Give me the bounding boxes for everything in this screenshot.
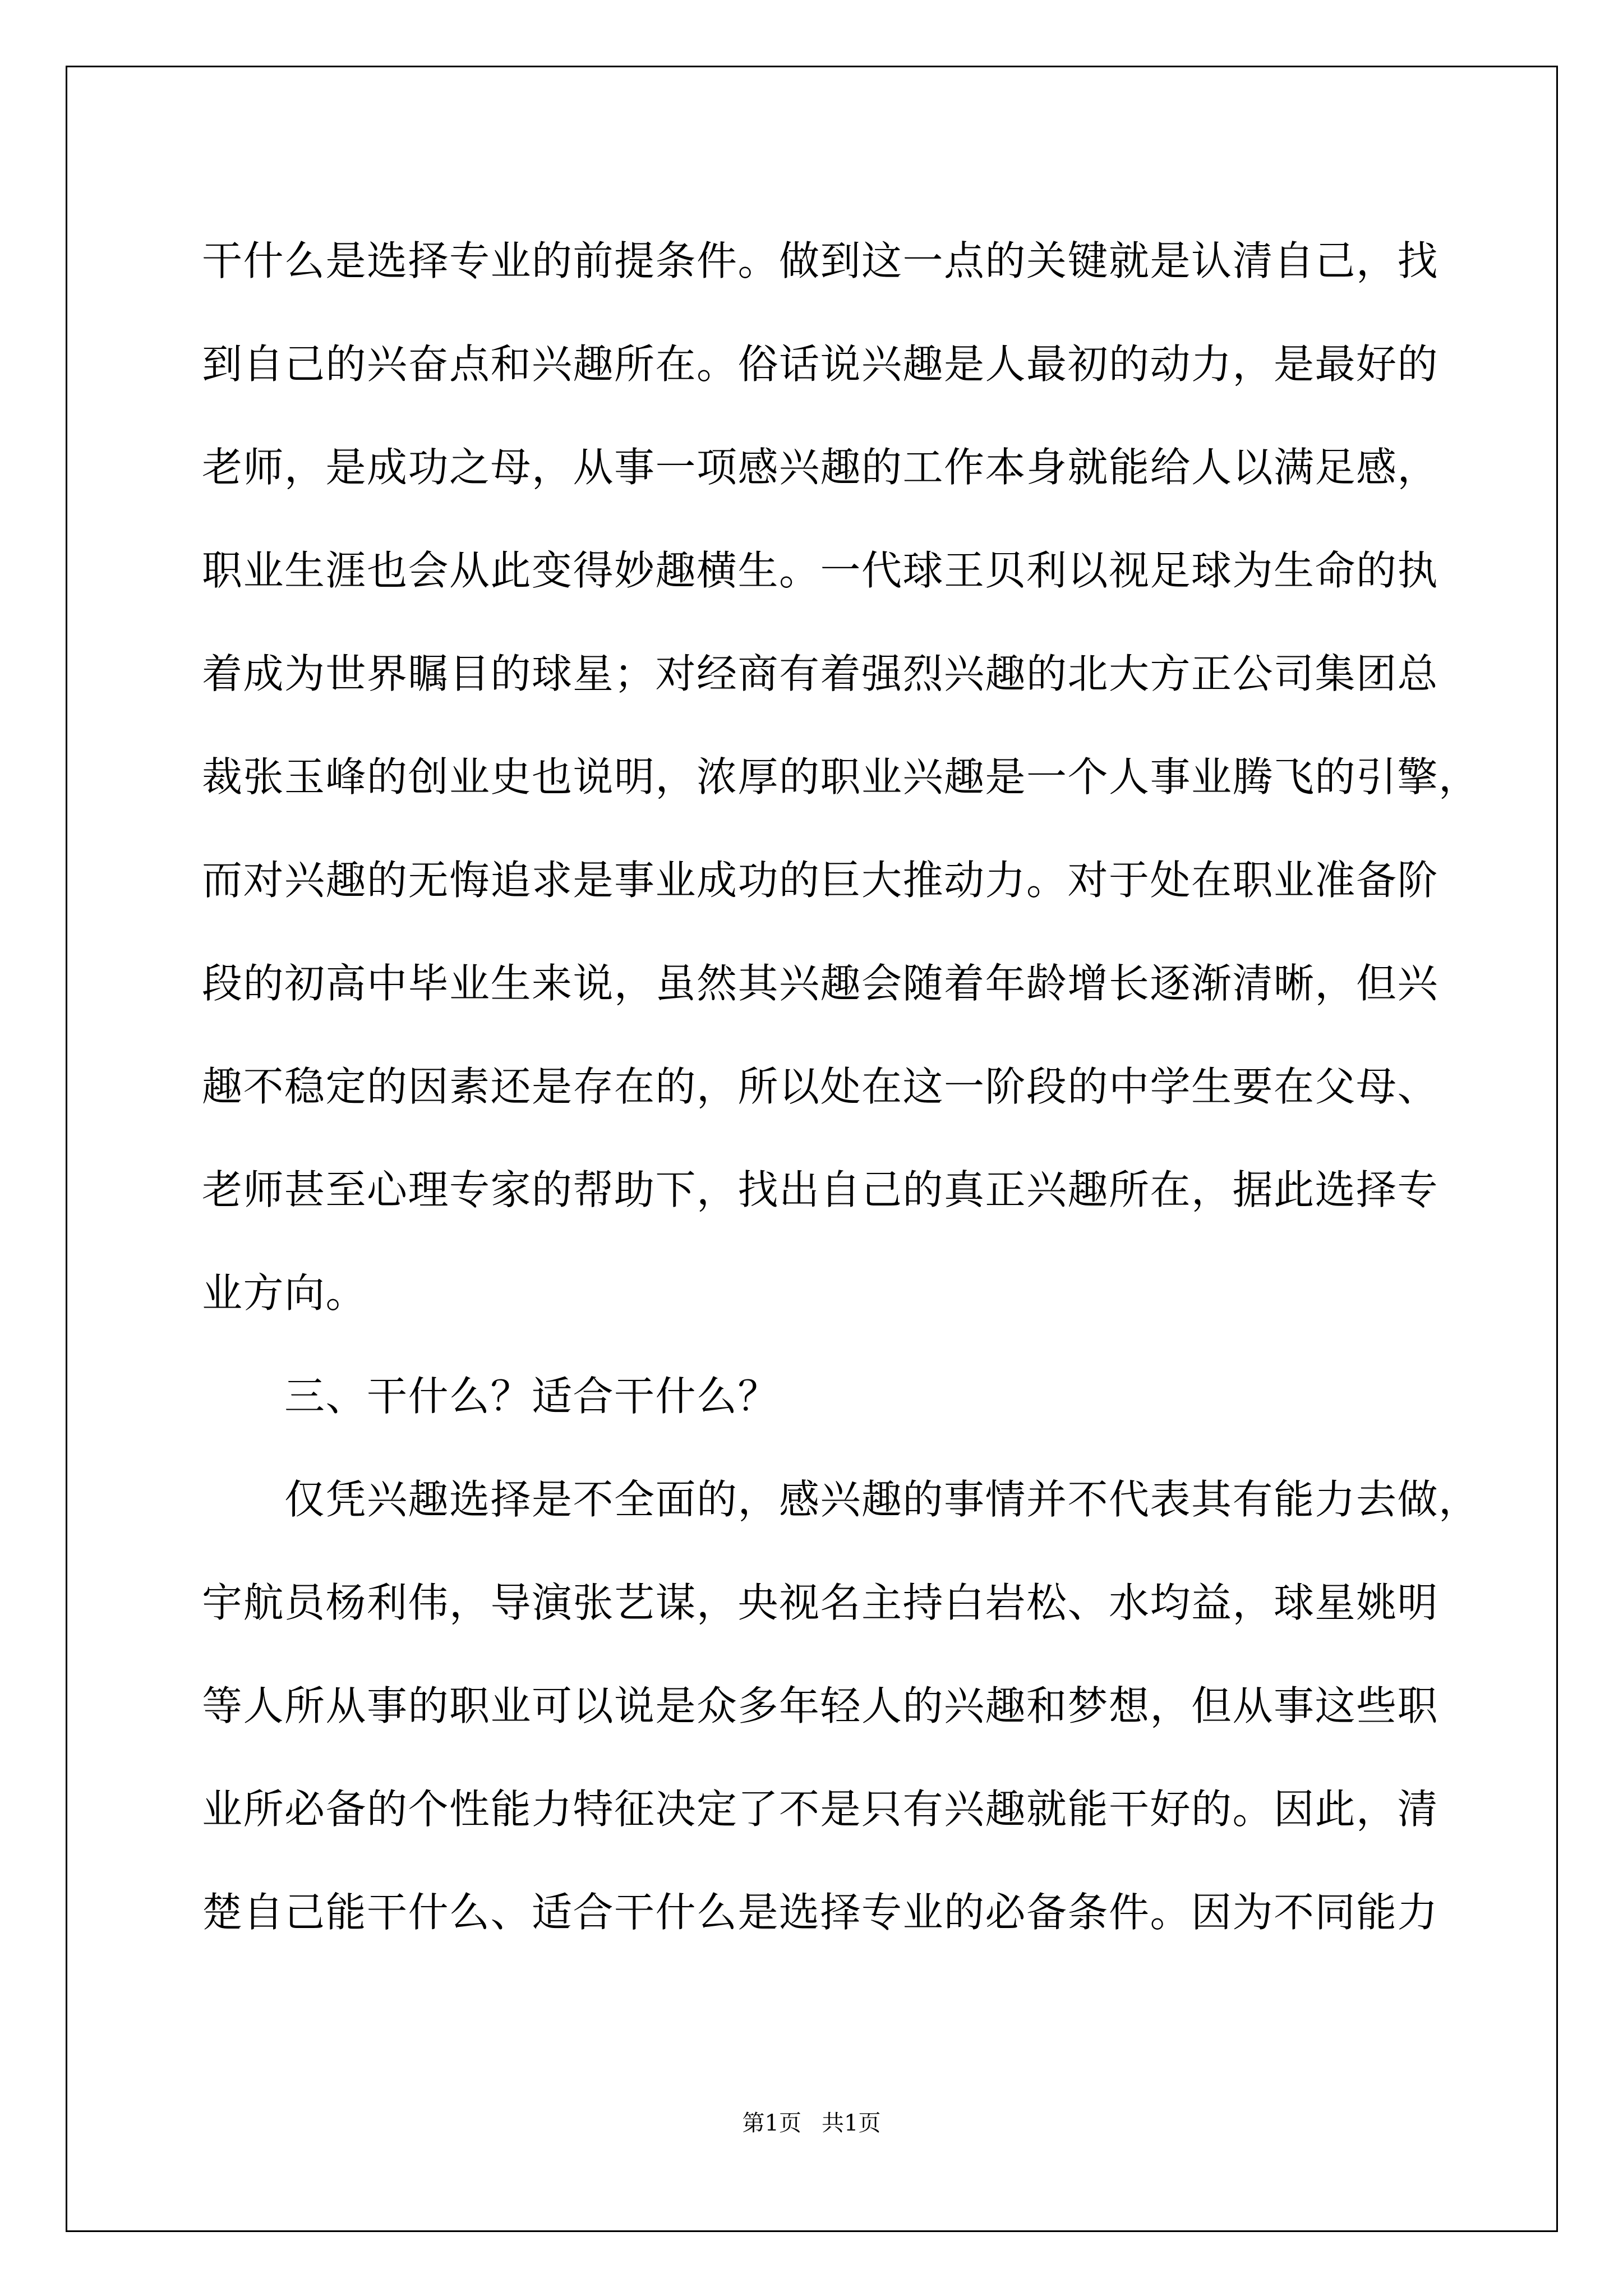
- text-line: 业方向。: [202, 1269, 367, 1317]
- page-footer: [0, 2105, 1623, 2137]
- text-line: 裁张玉峰的创业史也说明，浓厚的职业兴趣是一个人事业腾飞的引擎，: [202, 753, 1480, 800]
- text-line: 段的初高中毕业生来说，虽然其兴趣会随着年龄增长逐渐清晰，但兴: [202, 960, 1439, 1007]
- text-line: 职业生涯也会从此变得妙趣横生。一代球王贝利以视足球为生命的执: [202, 547, 1439, 594]
- page-total: 共1页: [822, 2110, 881, 2136]
- text-line: 业所必备的个性能力特征决定了不是只有兴趣就能干好的。因此，清: [202, 1786, 1439, 1833]
- text-line: 干什么是选择专业的前提条件。做到这一点的关键就是认清自己，找: [202, 237, 1439, 284]
- text-line: 趣不稳定的因素还是存在的，所以处在这一阶段的中学生要在父母、: [202, 1063, 1439, 1110]
- text-line: 等人所从事的职业可以说是众多年轻人的兴趣和梦想，但从事这些职: [202, 1682, 1439, 1729]
- text-line: 楚自己能干什么、适合干什么是选择专业的必备条件。因为不同能力: [202, 1889, 1439, 1936]
- text-line: 老师，是成功之母，从事一项感兴趣的工作本身就能给人以满足感，: [202, 444, 1439, 491]
- text-line: 而对兴趣的无悔追求是事业成功的巨大推动力。对于处在职业准备阶: [202, 857, 1439, 904]
- text-line: 宇航员杨利伟，导演张艺谋，央视名主持白岩松、水均益，球星姚明: [202, 1579, 1439, 1626]
- text-line: 仅凭兴趣选择是不全面的，感兴趣的事情并不代表其有能力去做，: [284, 1476, 1480, 1523]
- document-body: [202, 209, 1480, 1964]
- text-line: 着成为世界瞩目的球星；对经商有着强烈兴趣的北大方正公司集团总: [202, 650, 1439, 697]
- text-line: 三、干什么？适合干什么？: [284, 1373, 780, 1420]
- text-line: 到自己的兴奋点和兴趣所在。俗话说兴趣是人最初的动力，是最好的: [202, 341, 1439, 388]
- text-line: 老师甚至心理专家的帮助下，找出自己的真正兴趣所在，据此选择专: [202, 1166, 1439, 1213]
- page-number: 第1页: [742, 2110, 801, 2136]
